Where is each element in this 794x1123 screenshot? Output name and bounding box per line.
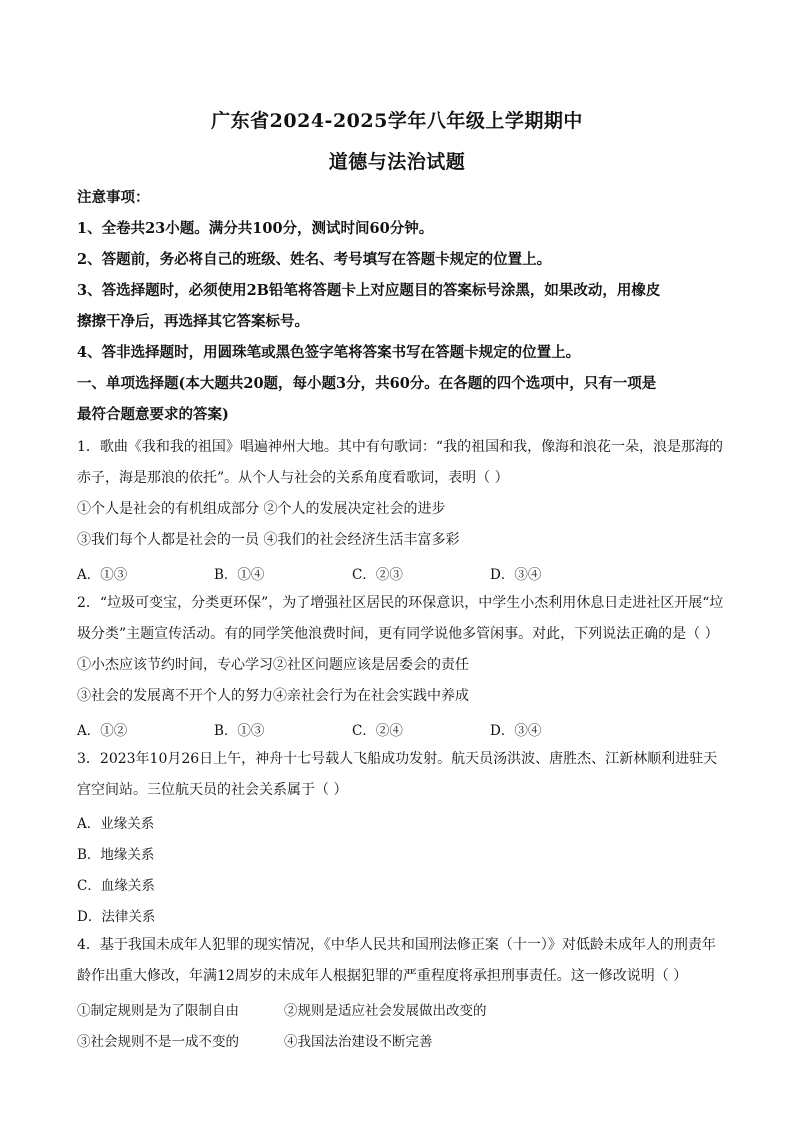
question-2-statements-line-2: ③社会的发展离不开个人的努力④亲社会行为在社会实践中养成 [77, 688, 469, 704]
question-2-stem-line-1: 2．“垃圾可变宝，分类更环保”，为了增强社区居民的环保意识，中学生小杰利用休息日走进社区开展“垃 [77, 595, 724, 611]
question-2-option-a: A．①② [77, 723, 128, 739]
question-4-statement-1: ①制定规则是为了限制自由 [77, 1003, 239, 1019]
section-heading-line-1: 一、单项选择题(本大题共20题，每小题3分，共60分。在各题的四个选项中，只有一项是 [77, 375, 657, 392]
question-3-stem-line-1: 3．2023年10月26日上午，神舟十七号载人飞船成功发射。航天员汤洪波、唐胜杰、江新林顺利进驻天 [77, 751, 718, 767]
section-heading-line-2: 最符合题意要求的答案) [77, 406, 229, 423]
question-3-option-d: D．法律关系 [77, 909, 156, 925]
question-3-stem-line-2: 宫空间站。三位航天员的社会关系属于（ ） [77, 782, 348, 798]
notice-item-4: 4、答非选择题时，用圆珠笔或黑色签字笔将答案书写在答题卡规定的位置上。 [77, 344, 581, 361]
notice-item-1: 1、全卷共23小题。满分共100分，测试时间60分钟。 [77, 220, 434, 237]
question-1-option-c: C．②③ [352, 567, 403, 583]
notice-heading: 注意事项： [77, 189, 150, 206]
exam-subject-title: 道德与法治试题 [328, 151, 466, 173]
question-1-stem-line-2: 赤子，海是那浪的依托”。从个人与社会的关系角度看歌词，表明（ ） [77, 470, 509, 486]
question-4-statement-2: ②规则是适应社会发展做出改变的 [284, 1003, 487, 1019]
question-3-option-a: A．业缘关系 [77, 816, 155, 832]
question-2-statements-line-1: ①小杰应该节约时间，专心学习②社区问题应该是居委会的责任 [77, 657, 469, 673]
question-1-statements-line-1: ①个人是社会的有机组成部分 ②个人的发展决定社会的进步 [77, 501, 446, 517]
question-1-stem-line-1: 1．歌曲《我和我的祖国》唱遍神州大地。其中有句歌词：“我的祖国和我，像海和浪花一朵，浪是那海的 [77, 439, 724, 455]
question-3-option-c: C．血缘关系 [77, 878, 155, 894]
question-3-option-b: B．地缘关系 [77, 847, 155, 863]
question-4-stem-line-2: 龄作出重大修改，年满12周岁的未成年人根据犯罪的严重程度将承担刑事责任。这一修改说明（ ） [77, 968, 688, 984]
question-4-stem-line-1: 4．基于我国未成年人犯罪的现实情况，《中华人民共和国刑法修正案（十一）》对低龄未成年人的刑责年 [77, 937, 716, 953]
question-2-option-c: C．②④ [352, 723, 403, 739]
question-1-statements-line-2: ③我们每个人都是社会的一员 ④我们的社会经济生活丰富多彩 [77, 532, 460, 548]
question-4-statement-4: ④我国法治建设不断完善 [284, 1034, 433, 1050]
question-1-option-b: B．①④ [214, 567, 265, 583]
question-4-statement-3: ③社会规则不是一成不变的 [77, 1034, 239, 1050]
question-2-option-d: D．③④ [490, 723, 542, 739]
question-2-stem-line-2: 圾分类”主题宣传活动。有的同学笑他浪费时间，更有同学说他多管闲事。对此，下列说法正确的是（ ） [77, 626, 719, 642]
question-1-option-d: D．③④ [490, 567, 542, 583]
notice-item-2: 2、答题前，务必将自己的班级、姓名、考号填写在答题卡规定的位置上。 [77, 251, 552, 268]
exam-title: 广东省2024-2025学年八年级上学期期中 [211, 110, 583, 132]
notice-item-3-line-2: 擦擦干净后，再选择其它答案标号。 [77, 313, 309, 330]
notice-item-3-line-1: 3、答选择题时，必须使用2B铅笔将答题卡上对应题目的答案标号涂黑，如果改动，用橡皮 [77, 282, 661, 299]
question-2-option-b: B．①③ [214, 723, 265, 739]
question-1-option-a: A．①③ [77, 567, 128, 583]
